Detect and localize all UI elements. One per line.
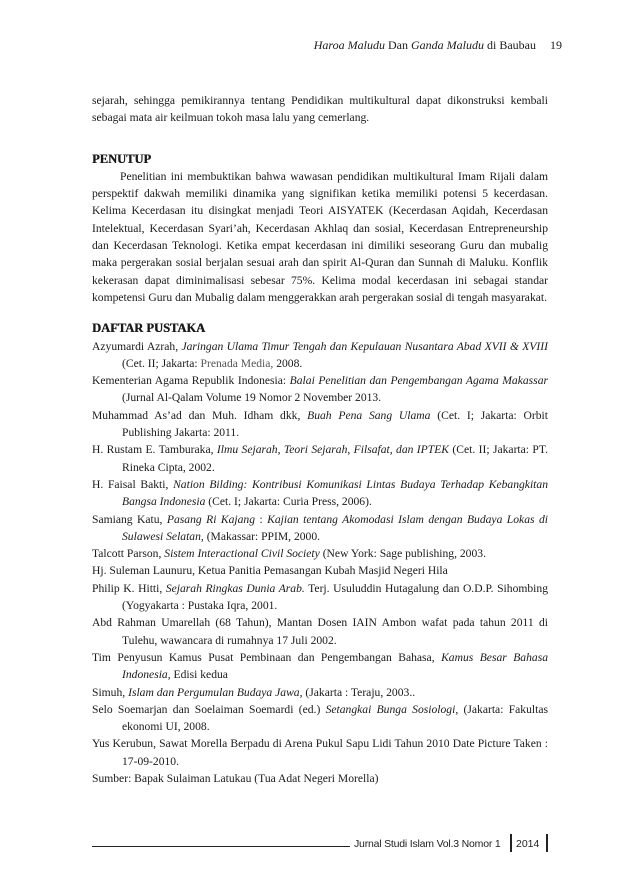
daftar-pustaka-heading: DAFTAR PUSTAKA (92, 321, 206, 336)
reference-item: Tim Penyusun Kamus Pusat Pembinaan dan Pengembangan Bahasa, Kamus Besar Bahasa Indonesia, Edisi kedua (92, 650, 549, 682)
reference-item: Abd Rahman Umarellah (68 Tahun), Mantan Dosen IAIN Ambon wafat pada tahun 2011 di Tulehu, wawancara di rumahnya 17 Juli 2002. (92, 616, 548, 647)
running-header (314, 38, 562, 53)
reference-item: Hj. Suleman Launuru, Ketua Panitia Pemasangan Kubah Masjid Negeri Hila (92, 564, 448, 578)
reference-item: Muhammad As’ad dan Muh. Idham dkk, Buah Pena Sang Ulama (Cet. I; Jakarta: Orbit Publishing Jakarta: 2011. (92, 408, 548, 440)
page-content (92, 92, 548, 787)
reference-item: Kementerian Agama Republik Indonesia: Balai Penelitian dan Pengembangan Agama Makassar (Jurnal Al-Qalam Volume 19 Nomor 2 November 2013. (92, 374, 549, 405)
header-title-part4: di Baubau (484, 38, 536, 52)
header-title-part1: Haroa Maludu (313, 38, 385, 52)
reference-item: Yus Kerubun, Sawat Morella Berpadu di Arena Pukul Sapu Lidi Tahun 2010 Date Picture Taken : 17-09-2010. (92, 737, 548, 768)
footer-year: 2014 (516, 838, 540, 850)
page-number: 19 (550, 38, 562, 52)
reference-list (92, 338, 548, 788)
header-title-part3: Ganda Maludu (411, 38, 484, 52)
reference-item: Philip K. Hitti, Sejarah Ringkas Dunia Arab. Terj. Usuluddin Hutagalung dan O.D.P. Sihombing (Yogyakarta : Pustaka Iqra, 2001. (92, 581, 548, 613)
reference-item: H. Faisal Bakti, Nation Bilding: Kontribusi Komunikasi Lintas Budaya Terhadap Kebangkitan Bangsa Indonesia (Cet. I; Jakarta: Curia Press, 2006). (92, 477, 548, 509)
footer-journal-name: Jurnal Studi Islam Vol.3 Nomor 1 (354, 838, 501, 850)
penutup-paragraph: Penelitian ini membuktikan bahwa wawasan pendidikan multikultural Imam Rijali dalam perspektif dakwah memiliki dinamika yang signifikan ketika memiliki potensi 5 kecerdasan. Kelima Kecerdasan itu disingkat menjadi Teori AISYATEK (Kecerdasan Aqidah, Kecerdasan Intelektual, Kecerdasan Syari’ah, Kecerdasan Akhlaq dan sosial, Kecerdasan Entrepreneurship dan Kecerdasan Teknologi. Ketika empat kecerdasan ini dimiliki seseorang Guru dan mubalig maka pergerakan sosial berjalan sesuai arah dan spirit Al-Quran dan Sunnah di Maluku. Konflik kekerasan dapat diminimalisasi sebesar 75%. Kelima modal kecerdasan ini sebagai standar kompetensi Guru dan Mubalig dalam menggerakkan arah pergerakan sosial di tengah masyarakat. (92, 169, 548, 304)
reference-item: Sumber: Bapak Sulaiman Latukau (Tua Adat Negeri Morella) (92, 771, 379, 785)
header-title-part2: Dan (385, 38, 411, 52)
reference-item: Talcott Parson, Sistem Interactional Civil Society (New York: Sage publishing, 2003. (92, 547, 486, 561)
reference-item: Simuh, Islam dan Pergumulan Budaya Jawa, (Jakarta : Teraju, 2003.. (92, 685, 416, 699)
footer-divider-right (546, 834, 548, 852)
reference-item: Samiang Katu, Pasang Ri Kajang : Kajian tentang Akomodasi Islam dengan Budaya Lokas di Sulawesi Selatan, (Makassar: PPIM, 2000. (92, 512, 548, 543)
reference-item: Azyumardi Azrah, Jaringan Ulama Timur Tengah dan Kepulauan Nusantara Abad XVII & XVIII (Cet. II; Jakarta: Prenada Media, 2008. (92, 339, 548, 370)
reference-item: H. Rustam E. Tamburaka, Ilmu Sejarah, Teori Sejarah, Filsafat, dan IPTEK (Cet. II; Jakarta: PT. Rineka Cipta, 2002. (92, 443, 548, 474)
intro-paragraph: sejarah, sehingga pemikirannya tentang Pendidikan multikultural dapat dikonstruksi kembali sebagai mata air keilmuan tokoh masa lalu yang cemerlang. (92, 94, 548, 125)
penutup-heading: PENUTUP (92, 151, 152, 166)
reference-item: Selo Soemarjan dan Soelaiman Soemardi (ed.) Setangkai Bunga Sosiologi, (Jakarta: Fakultas ekonomi UI, 2008. (92, 702, 548, 734)
footer-divider-left (510, 834, 512, 852)
page-footer (92, 832, 560, 858)
footer-rule (92, 846, 350, 847)
